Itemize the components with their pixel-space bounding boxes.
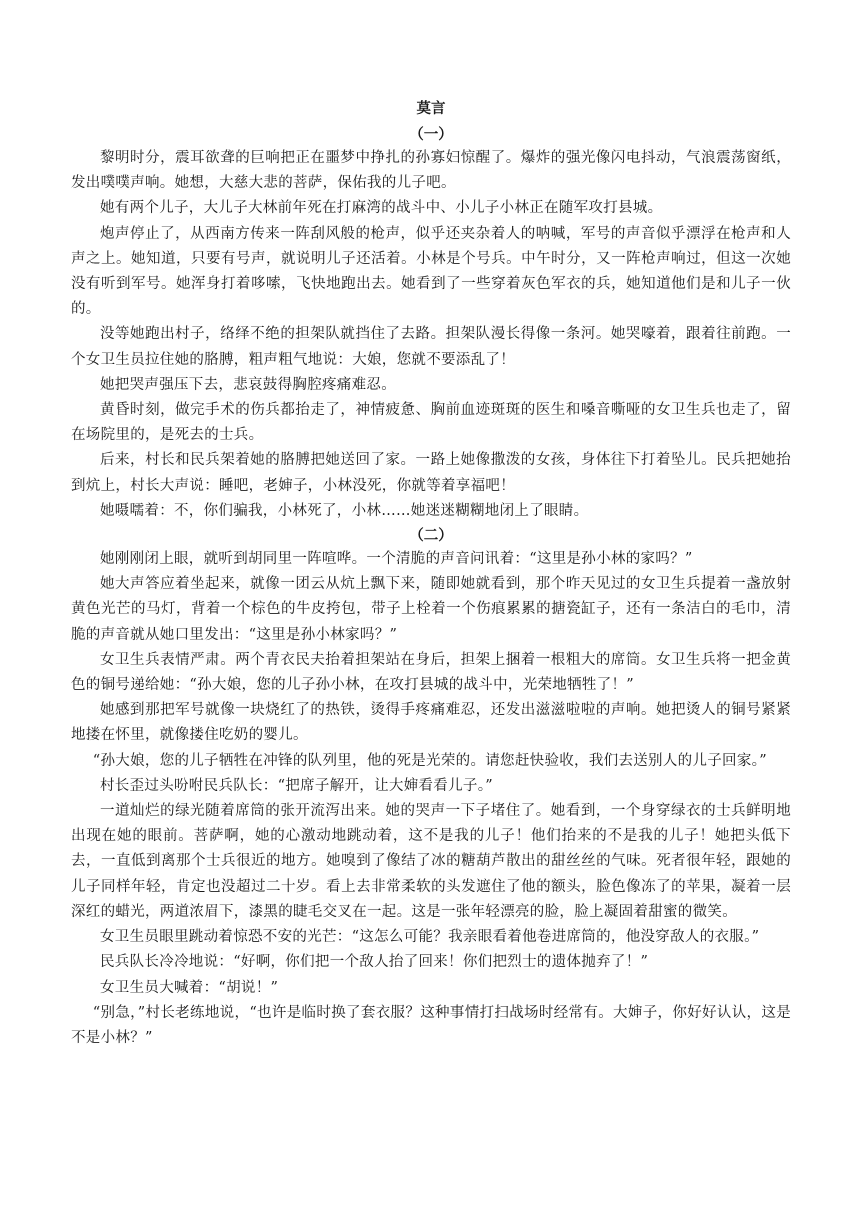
paragraph: 她有两个儿子，大儿子大林前年死在打麻湾的战斗中、小儿子小林正在随军攻打县城。 bbox=[100, 200, 663, 217]
paragraph: 村长歪过头吩咐民兵队长：“把席子解开，让大婶看看儿子。” bbox=[100, 777, 493, 794]
document-page bbox=[71, 97, 791, 1051]
paragraph: 一道灿烂的绿光随着席筒的张开流泻出来。她的哭声一下子堵住了。她看到，一个身穿绿衣的士兵鲜明地出现在她的眼前。菩萨啊，她的心激动地跳动着，这不是我的儿子！他们抬来的不是我的儿子！她把头低下去，一直低到离那个士兵很近的地方。她嗅到了像结了冰的糖葫芦散出的甜丝丝的气味。死者很年轻，跟她的儿子同样年轻，肯定也没超过二十岁。看上去非常柔软的头发遮住了他的额头，脸色像冻了的苹果，凝着一层深红的蜡光，两道浓眉下，漆黑的睫毛交叉在一起。这是一张年轻漂亮的脸，脸上凝固着甜蜜的微笑。 bbox=[71, 803, 791, 920]
paragraph: 炮声停止了，从西南方传来一阵刮风般的枪声，似乎还夹杂着人的呐喊，军号的声音似乎漂浮在枪声和人声之上。她知道，只要有号声，就说明儿子还活着。小林是个号兵。中午时分，又一阵枪声响过，但这一次她没有听到军号。她浑身打着哆嗦，飞快地跑出去。她看到了一些穿着灰色军衣的兵，她知道他们是和儿子一伙的。 bbox=[71, 225, 791, 318]
paragraph: 黄昏时刻，做完手术的伤兵都抬走了，神情疲惫、胸前血迹斑斑的医生和嗓音嘶哑的女卫生兵也走了，留在场院里的，是死去的士兵。 bbox=[71, 402, 791, 444]
section-heading-1: （一） bbox=[409, 126, 453, 143]
paragraph: 她把哭声强压下去，悲哀鼓得胸腔疼痛难忍。 bbox=[100, 376, 396, 393]
paragraph: 女卫生兵表情严肃。两个青衣民夫抬着担架站在身后，担架上捆着一根粗大的席筒。女卫生兵将一把金黄色的铜号递给她：“孙大娘，您的儿子孙小林，在攻打县城的战斗中，光荣地牺牲了！” bbox=[71, 651, 791, 694]
paragraph: 她嗫嚅着：不，你们骗我，小林死了，小林……她迷迷糊糊地闭上了眼睛。 bbox=[100, 502, 589, 519]
paragraph: 她感到那把军号就像一块烧红了的热铁，烫得手疼痛难忍，还发出滋滋啦啦的声响。她把烫人的铜号紧紧地搂在怀里，就像搂住吃奶的婴儿。 bbox=[71, 702, 791, 744]
paragraph: 民兵队长冷冷地说：“好啊，你们把一个敌人抬了回来！你们把烈士的遗体抛弃了！” bbox=[100, 954, 649, 971]
paragraph: 女卫生员大喊着：“胡说！” bbox=[100, 979, 279, 996]
paragraph: 后来，村长和民兵架着她的胳膊把她送回了家。一路上她像撒泼的女孩，身体往下打着坠儿。民兵把她抬到炕上，村长大声说：睡吧，老婶子，小林没死，你就等着享福吧！ bbox=[71, 452, 791, 494]
paragraph: 黎明时分，震耳欲聋的巨响把正在噩梦中挣扎的孙寡妇惊醒了。爆炸的强光像闪电抖动，气浪震荡窗纸，发出噗噗声响。她想，大慈大悲的菩萨，保佑我的儿子吧。 bbox=[71, 150, 791, 192]
section-heading-2: （二） bbox=[409, 527, 453, 545]
paragraph: 她刚刚闭上眼，就听到胡同里一阵喧哗。一个清脆的声音问讯着：“这里是孙小林的家吗？” bbox=[100, 551, 693, 568]
paragraph: “别急，”村长老练地说，“也许是临时换了套衣服？这种事情打扫战场时经常有。大婶子，你好好认认，这是不是小林？” bbox=[71, 1004, 791, 1046]
paragraph: 没等她跑出村子，络绎不绝的担架队就挡住了去路。担架队漫长得像一条河。她哭嚎着，跟着往前跑。一个女卫生员拉住她的胳膊，粗声粗气地说：大娘，您就不要添乱了！ bbox=[71, 326, 791, 368]
document-title: 莫言 bbox=[416, 100, 446, 117]
paragraph: “孙大娘，您的儿子牺牲在冲锋的队列里，他的死是光荣的。请您赶快验收，我们去送别人的儿子回家。” bbox=[92, 752, 767, 769]
paragraph: 她大声答应着坐起来，就像一团云从炕上飘下来，随即她就看到，那个昨天见过的女卫生兵提着一盏放射黄色光芒的马灯，背着一个棕色的牛皮挎包，带子上栓着一个伤痕累累的搪瓷缸子，还有一条洁白的毛巾，清脆的声音就从她口里发出：“这里是孙小林家吗？” bbox=[71, 576, 791, 643]
paragraph: 女卫生员眼里跳动着惊恐不安的光芒：“这怎么可能？我亲眼看着他卷进席筒的，他没穿敌人的衣服。” bbox=[100, 929, 760, 946]
